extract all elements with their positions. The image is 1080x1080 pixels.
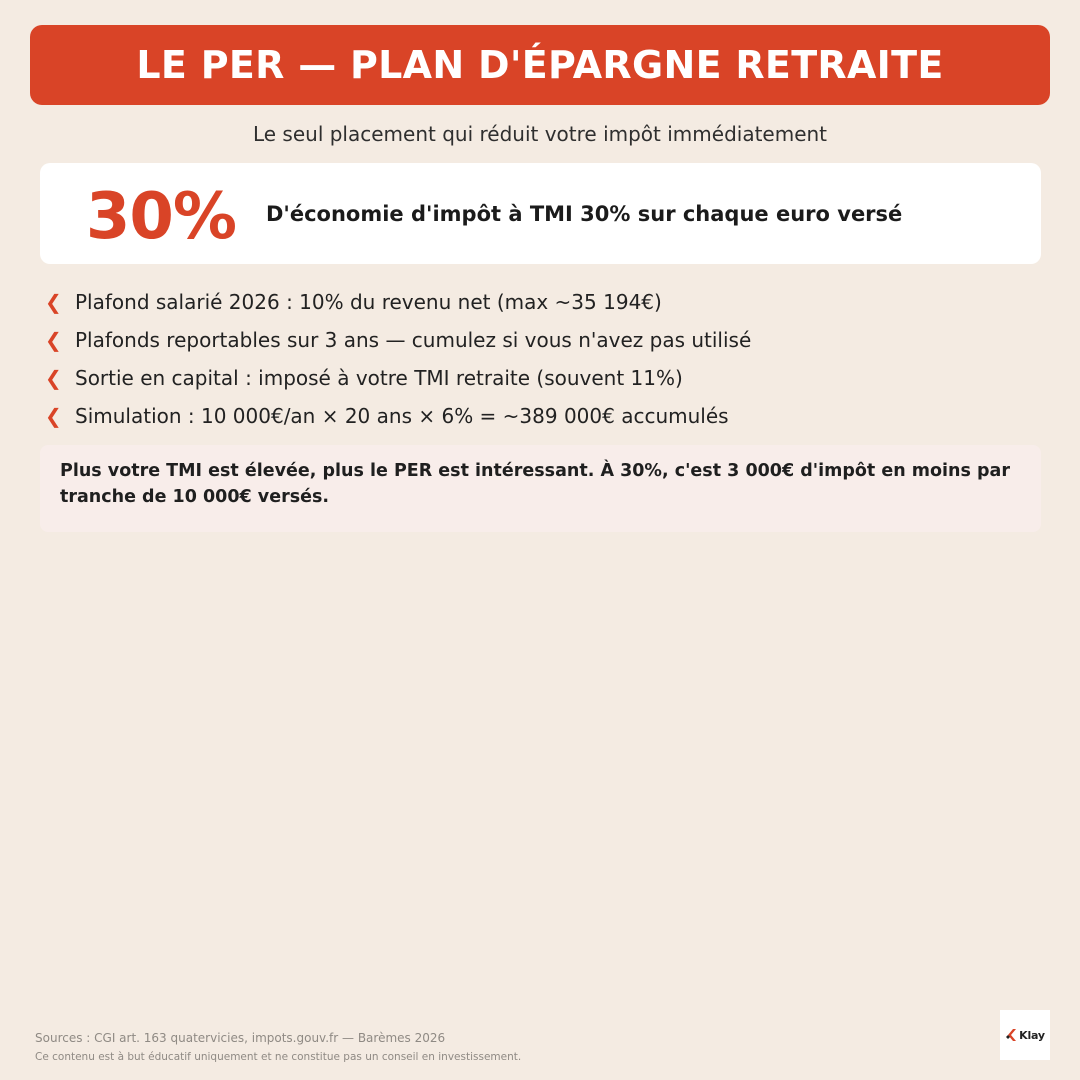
chevron-left-icon: ❮ [45,404,62,428]
disclaimer-text: Ce contenu est à but éducatif uniquement et ne constitue pas un conseil en investissement. [35,1051,522,1063]
list-item-text: Sortie en capital : imposé à votre TMI retraite (souvent 11%) [75,366,683,390]
chevron-left-icon: ❮ [45,366,62,390]
stat-description: D'économie d'impôt à TMI 30% sur chaque euro versé [266,201,903,226]
title-banner [30,25,1050,105]
subtitle: Le seul placement qui réduit votre impôt immédiatement [252,122,828,146]
list-item [45,321,751,359]
sources-text: Sources : CGI art. 163 quatervicies, impots.gouv.fr — Barèmes 2026 [35,1031,446,1045]
list-item-text: Plafonds reportables sur 3 ans — cumulez si vous n'avez pas utilisé [75,328,752,352]
chevron-left-icon: ❮ [45,290,62,314]
callout-text: Plus votre TMI est élevée, plus le PER est intéressant. À 30%, c'est 3 000€ d'impôt en moins par tranche de 10 000€ versés. [60,461,1010,507]
page-title: LE PER — PLAN D'ÉPARGNE RETRAITE [136,43,944,87]
brand-logo [1000,1010,1050,1060]
callout-note [40,445,1041,532]
logo-text: Klay [1019,1028,1045,1042]
list-item-text: Plafond salarié 2026 : 10% du revenu net (max ~35 194€) [75,290,662,314]
bullet-list [45,283,751,435]
stat-value: 30% [85,179,236,254]
list-item [45,397,751,435]
list-item-text: Simulation : 10 000€/an × 20 ans × 6% = ~389 000€ accumulés [75,404,729,428]
klay-logo-icon [1005,1028,1017,1042]
list-item [45,283,751,321]
stat-card [40,163,1041,264]
chevron-left-icon: ❮ [45,328,62,352]
list-item [45,359,751,397]
